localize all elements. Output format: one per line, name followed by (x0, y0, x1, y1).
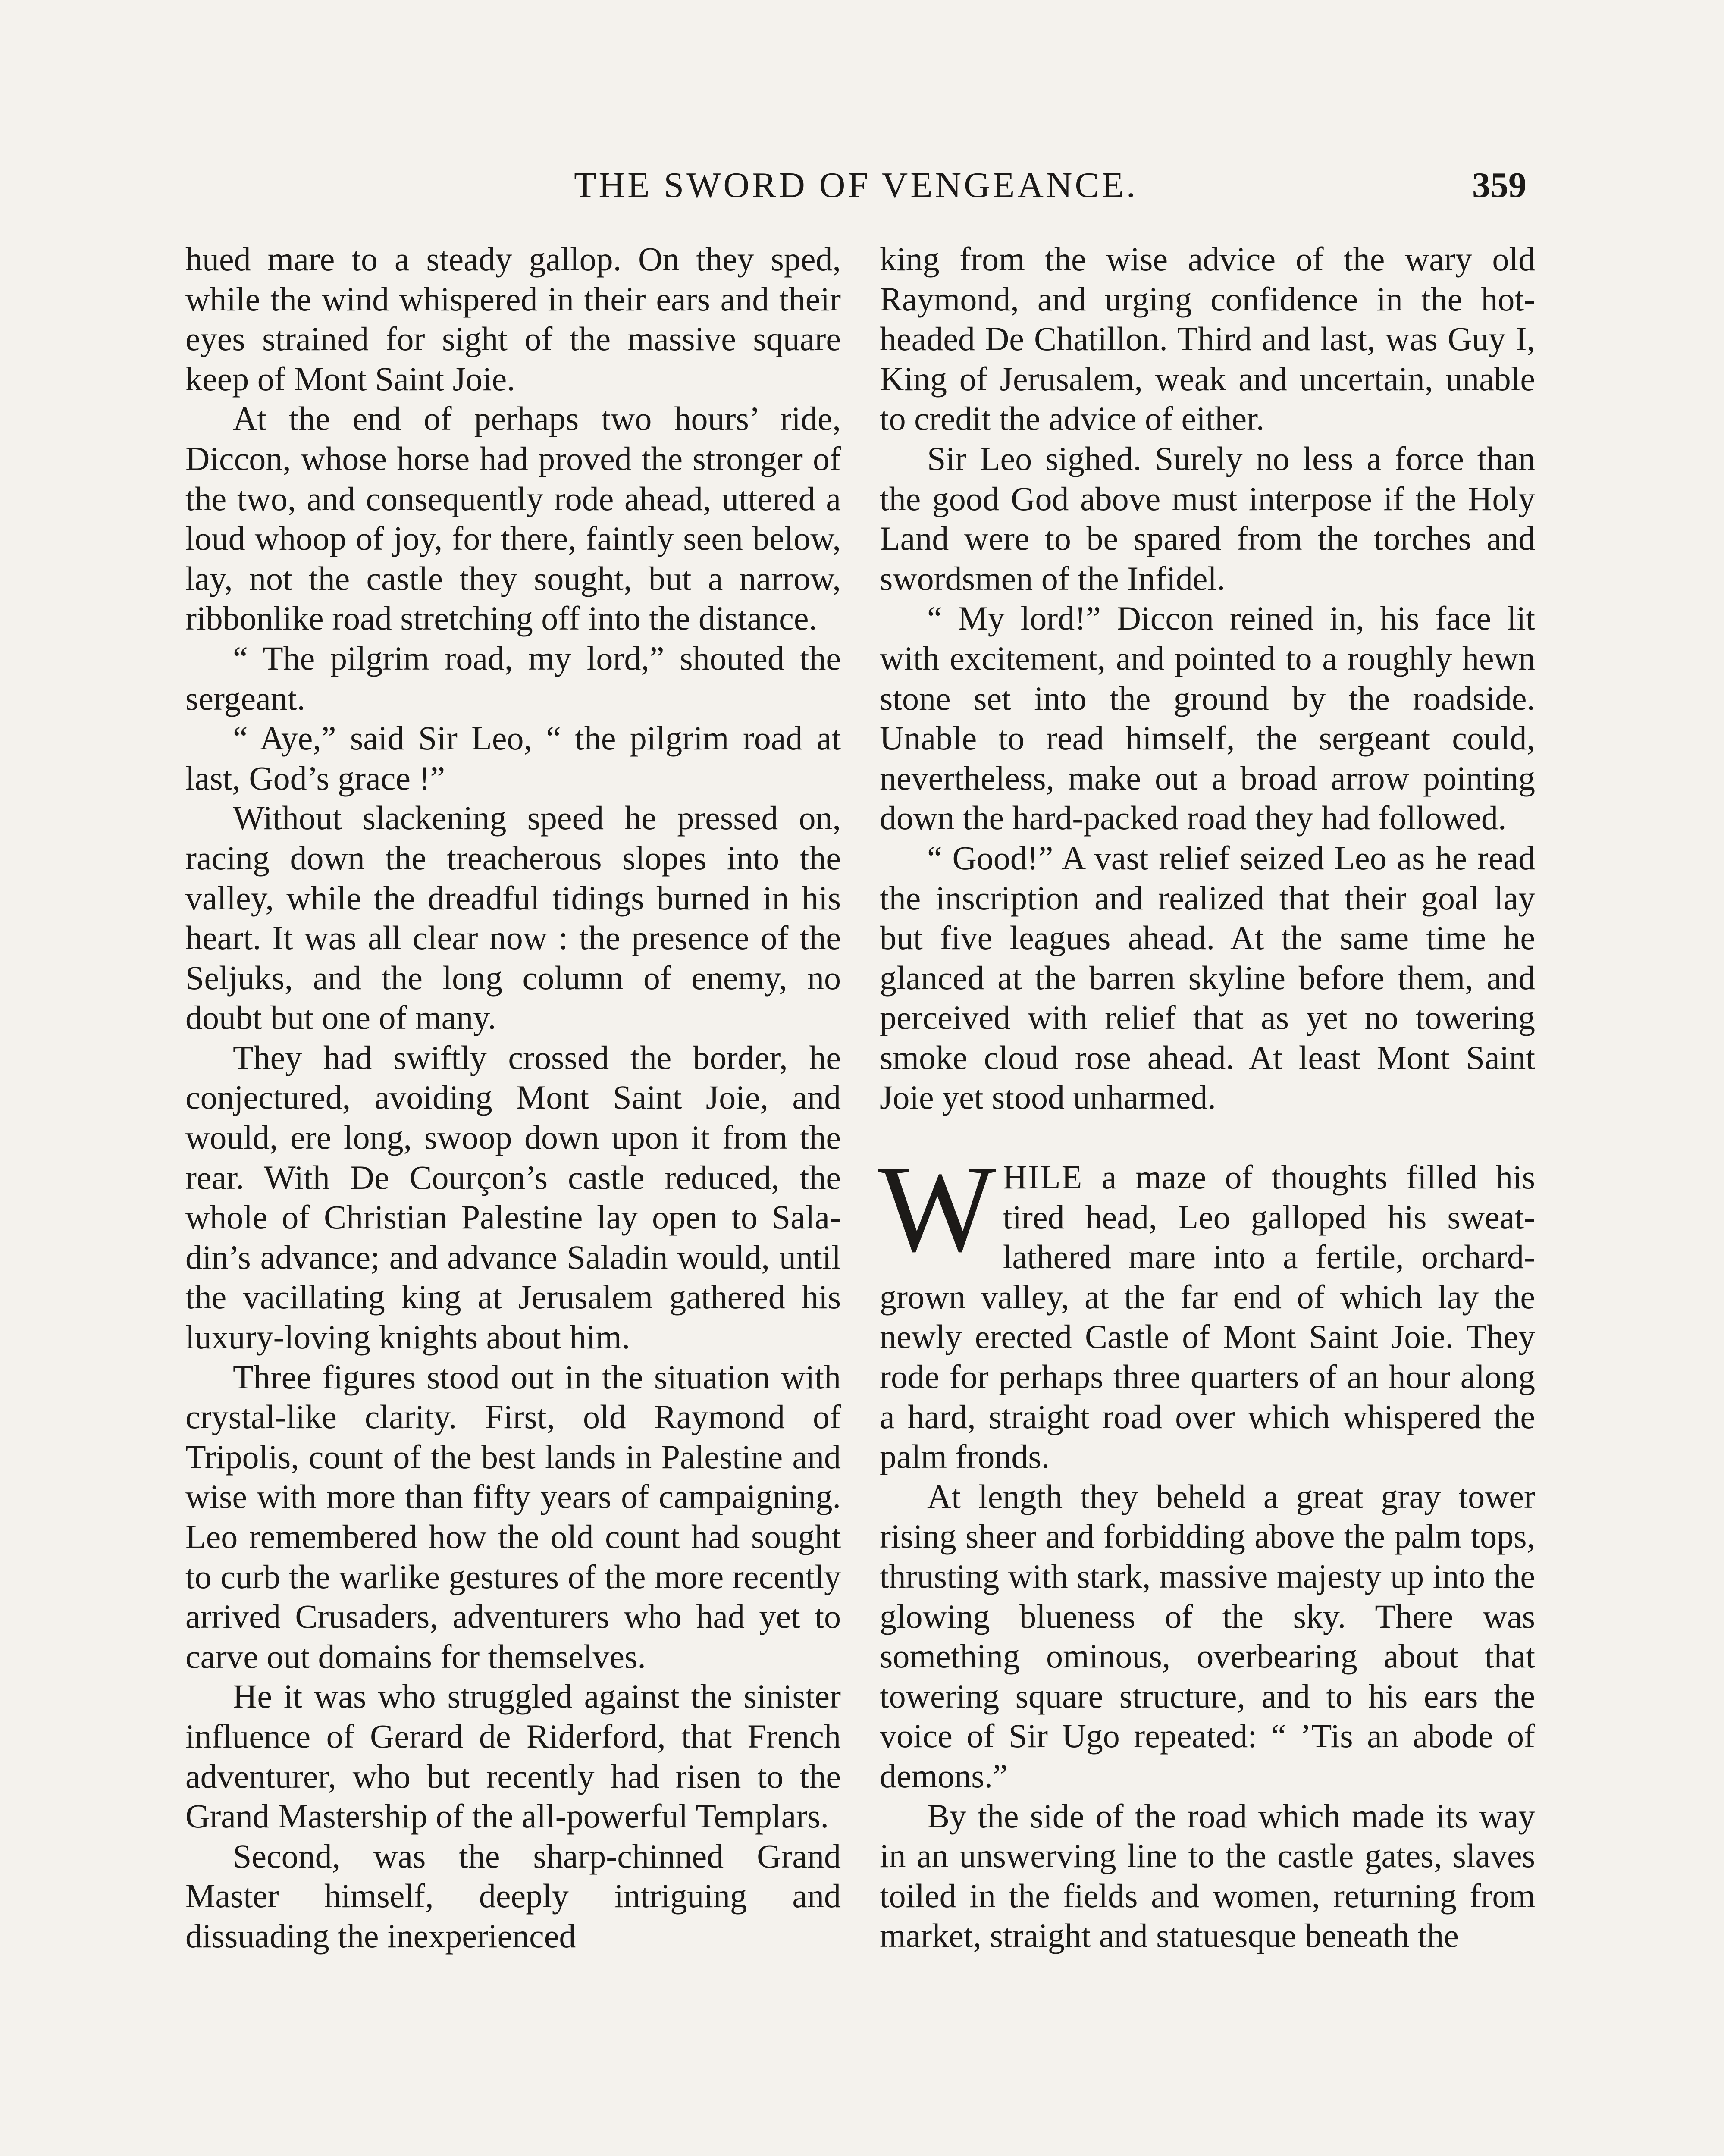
paragraph: hued mare to a steady gallop. On they sped, while the wind whispered in their ears and their eyes strained for sight of the massive square keep of Mont Saint Joie. (185, 240, 841, 398)
paragraph: “ The pilgrim road, my lord,” shouted the sergeant. (185, 639, 841, 717)
paragraph: Without slackening speed he pressed on, racing down the treacherous slopes into the valley, while the dreadful tidings burned in his heart. It was all clear now : the presence of the Seljuks, and the long column of enemy, no doubt but one of many. (185, 799, 841, 1037)
paragraph: Three figures stood out in the situation with crystal-like clarity. First, old Raymond of Tripolis, count of the best lands in Palestine and wise with more than fifty years of campaigning. Leo remembered how the old count had sought to curb the warlike gestures of the more recently arrived Crusaders, adventurers who had yet to carve out domains for themselves. (185, 1358, 841, 1675)
page-header (185, 160, 1527, 211)
paragraph: Sir Leo sighed. Surely no less a force than the good God above must interpose if the Holy Land were to be spared from the torches and swordsmen of the Infidel. (880, 439, 1535, 597)
running-title: THE SWORD OF VENGEANCE. (574, 165, 1138, 205)
paragraph: They had swiftly crossed the border, he conjectured, avoiding Mont Saint Joie, and would, ere long, swoop down upon it from the rear. With De Courçon’s castle reduced, the whole of Christian Palestine lay open to Saladin’s advance; and advance Saladin would, until the vacillating king at Jerusalem gathered his luxury-loving knights about him. (185, 1038, 841, 1356)
dropcap-rest: a maze of thoughts filled his tired head, Leo galloped his sweat-lathered mare into a fertile, orchard-grown valley, at the far end of which lay the newly erected Castle of Mont Saint Joie. They rode for perhaps three quarters of an hour along a hard, straight road over which whispered the palm fronds. (880, 1158, 1535, 1476)
paragraph: At length they beheld a great gray tower rising sheer and forbidding above the palm tops, thrusting with stark, massive majesty up into the glowing blueness of the sky. There was something ominous, overbearing about that towering square structure, and to his ears the voice of Sir Ugo repeated: “ ’Tis an abode of demons.” (880, 1477, 1535, 1795)
paragraph: By the side of the road which made its way in an unswerving line to the castle gates, slaves toiled in the fields and women, returning from market, straight and statuesque beneath the (880, 1797, 1535, 1955)
paragraph: He it was who struggled against the sinister influence of Gerard de Riderford, that French adventurer, who but recently had risen to the Grand Mastership of the all-powerful Templars. (185, 1677, 841, 1835)
right-column (880, 239, 1535, 1956)
paragraph: “ My lord!” Diccon reined in, his face lit with excitement, and pointed to a roughly hewn stone set into the ground by the roadside. Unable to read himself, the sergeant could, nevertheless, make out a broad arrow pointing down the hard-packed road they had followed. (880, 599, 1535, 837)
paragraph: “ Good!” A vast relief seized Leo as he read the inscription and realized that their goal lay but five leagues ahead. At the same time he glanced at the barren skyline before them, and perceived with relief that as yet no towering smoke cloud rose ahead. At least Mont Saint Joie yet stood unharmed. (880, 839, 1535, 1116)
drop-cap: W (878, 1139, 996, 1278)
dropcap-paragraph (878, 1139, 1535, 1477)
paragraph: “ Aye,” said Sir Leo, “ the pilgrim road at last, God’s grace !” (185, 719, 841, 797)
dropcap-caps: HILE (1003, 1158, 1083, 1196)
page-number: 359 (1472, 165, 1527, 205)
paragraph: At the end of perhaps two hours’ ride, Diccon, whose horse had proved the stronger of the two, and consequently rode ahead, uttered a loud whoop of joy, for there, faintly seen below, lay, not the castle they sought, but a narrow, ribbonlike road stretching off into the distance. (185, 400, 841, 637)
left-column (185, 239, 841, 1956)
paragraph: Second, was the sharp-chinned Grand Master himself, deeply intriguing and dissuading the inexperienced (185, 1837, 841, 1955)
paragraph: king from the wise advice of the wary old Raymond, and urging confidence in the hot-headed De Chatillon. Third and last, was Guy I, King of Jerusalem, weak and uncertain, unable to credit the advice of either. (880, 240, 1535, 438)
